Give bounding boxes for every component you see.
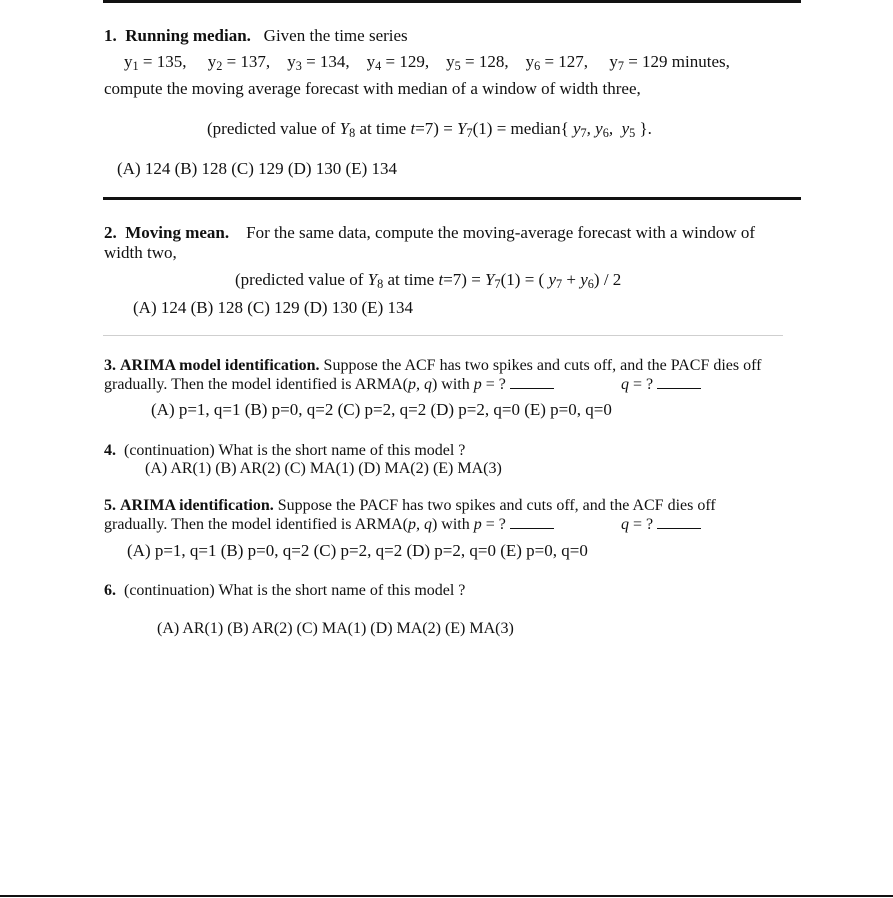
q4-header [104, 443, 465, 459]
p-answer-blank[interactable] [510, 527, 554, 529]
series-item: $y_5 = 128$, [446, 52, 509, 74]
series-item: $y_1 = 135$, [124, 52, 187, 74]
q4-number: 4. [104, 442, 116, 459]
q5-choices: (A) p=1, q=1 (B) p=0, q=2 (C) p=2, q=2 (D) p=2, q=0 (E) p=0, q=0 [127, 541, 588, 560]
q1-header [104, 27, 408, 44]
q1-body: compute the moving average forecast with median of a window of width three, [104, 79, 641, 98]
q2-title: Moving mean. [125, 223, 230, 242]
q1-number: 1. [104, 26, 117, 45]
q3-intro: Suppose the ACF has two spikes and cuts off, and the PACF dies off [319, 357, 762, 374]
q3-number: 3. [104, 357, 116, 374]
q5-intro: Suppose the PACF has two spikes and cuts off, and the ACF dies off [273, 497, 716, 514]
q5-q-part: q = ? [621, 517, 701, 533]
q5-title: ARIMA identification. [120, 497, 274, 514]
q6-intro: (continuation) What is the short name of this model ? [124, 582, 466, 599]
q4-choices: (A) AR(1) (B) AR(2) (C) MA(1) (D) MA(2) (E) MA(3) [145, 460, 502, 477]
q1-formula: (predicted value of $Y_8$ at time $t=7) = Y_7(1)$ = median{ $y_7$, $y_6$, $y_5$ }. [207, 119, 652, 141]
q1-choices: (A) 124 (B) 128 (C) 129 (D) 130 (E) 134 [117, 159, 397, 178]
q5-header [104, 498, 716, 514]
q2-header [104, 224, 755, 241]
q2-formula: (predicted value of $Y_8$ at time $t=7) = Y_7(1)$ = ( $y_7 + y_6) / 2$ [235, 270, 622, 292]
q5-intro-cont: gradually. Then the model identified is ARMA(p, q) with p = ? [104, 517, 554, 533]
q6-number: 6. [104, 582, 116, 599]
q2-intro: For the same data, compute the moving-average forecast with a window of [246, 223, 756, 242]
series-item: $y_3 = 134$, [287, 52, 350, 74]
q-answer-blank[interactable] [657, 527, 701, 529]
q-answer-blank[interactable] [657, 387, 701, 389]
q3-title: ARIMA model identification. [120, 357, 320, 374]
q1-title: Running median. [125, 26, 251, 45]
series-item: $y_6 = 127$, [525, 52, 589, 74]
q4-intro: (continuation) What is the short name of this model ? [124, 442, 466, 459]
bottom-rule [0, 895, 893, 897]
q5-number: 5. [104, 497, 116, 514]
q6-header [104, 583, 465, 599]
series-item: $y_7 = 129$ minutes, [609, 52, 730, 74]
q3-choices: (A) p=1, q=1 (B) p=0, q=2 (C) p=2, q=2 (D) p=2, q=0 (E) p=0, q=0 [151, 400, 612, 419]
q6-choices: (A) AR(1) (B) AR(2) (C) MA(1) (D) MA(2) (E) MA(3) [157, 620, 514, 637]
q3-q-part: q = ? [621, 377, 701, 393]
q2-choices: (A) 124 (B) 128 (C) 129 (D) 130 (E) 134 [133, 298, 413, 317]
section-rule [103, 197, 801, 200]
q1-series [124, 52, 730, 74]
series-item: $y_4 = 129$, [366, 52, 430, 74]
series-item: $y_2 = 137$, [207, 52, 271, 74]
top-rule [103, 0, 801, 3]
separator-line [103, 335, 783, 336]
p-answer-blank[interactable] [510, 387, 554, 389]
q2-number: 2. [104, 223, 117, 242]
q3-header [104, 358, 761, 374]
q2-intro-cont: width two, [104, 243, 177, 262]
q3-intro-cont: gradually. Then the model identified is ARMA(p, q) with p = ? [104, 377, 554, 393]
q1-intro: Given the time series [263, 26, 408, 45]
